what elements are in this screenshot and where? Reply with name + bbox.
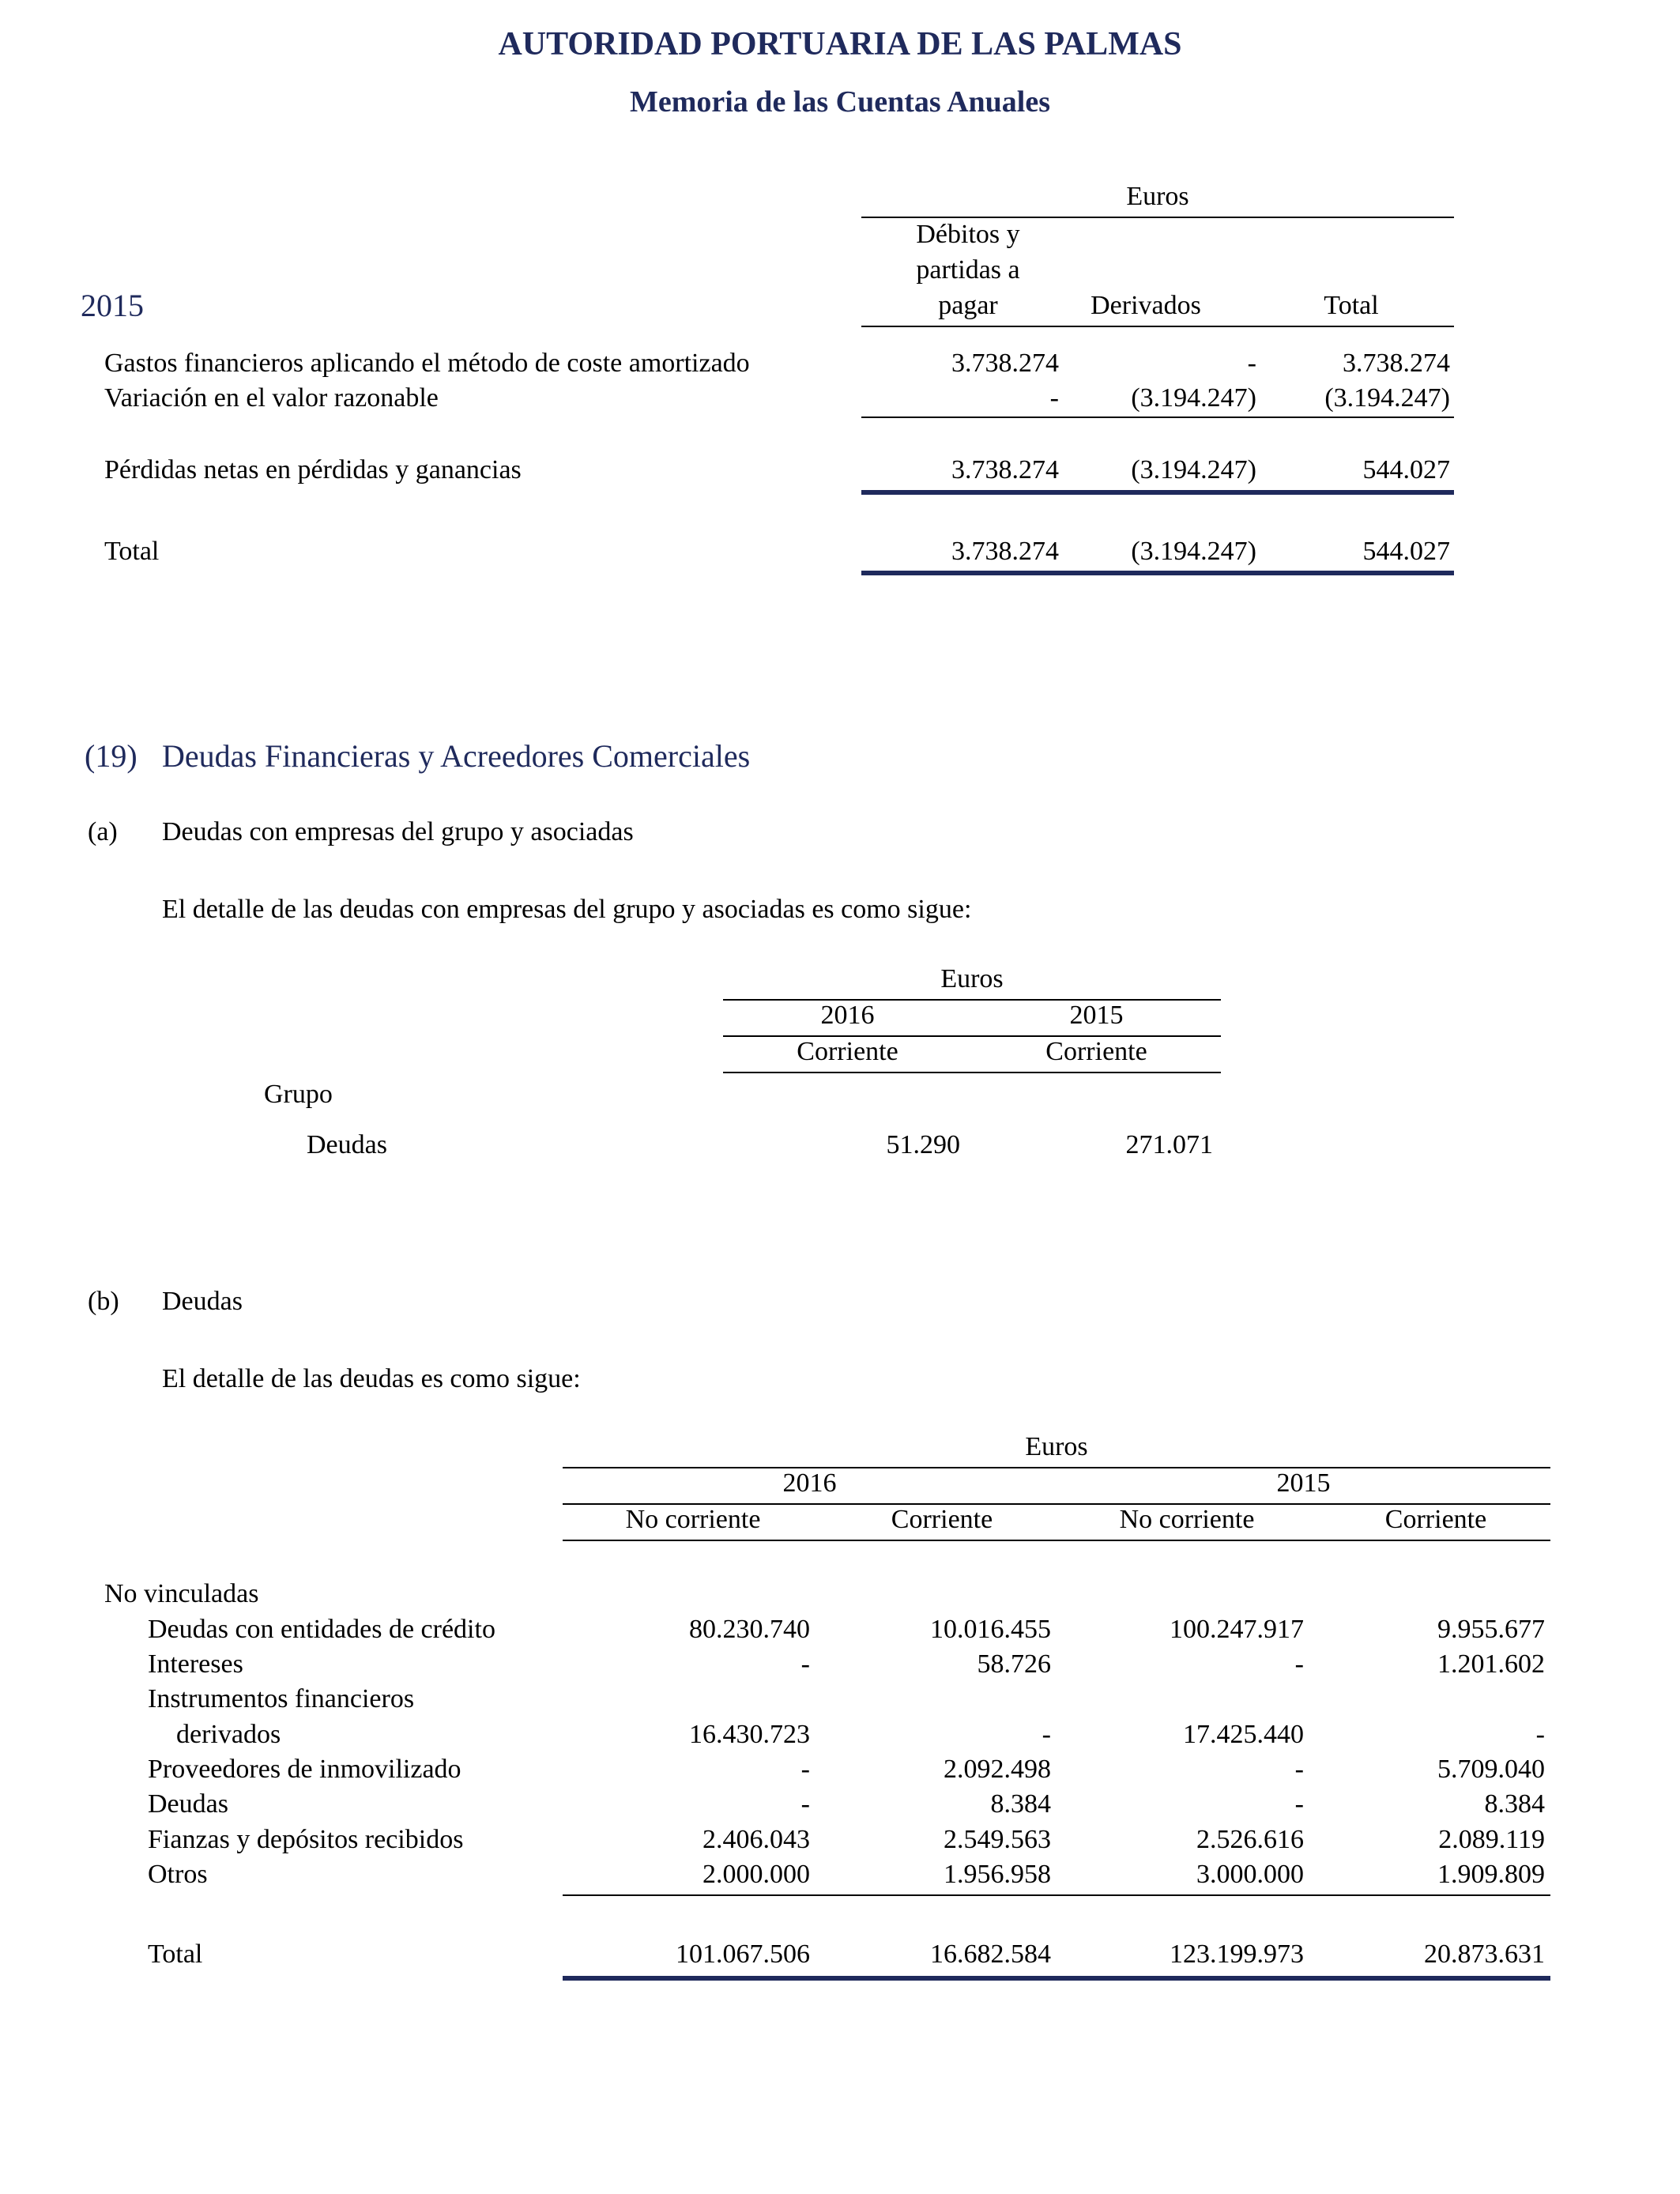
year-header: 2016 — [820, 1001, 875, 1030]
col-header-derivados: Derivados — [1090, 291, 1201, 320]
cell: 544.027 — [1362, 455, 1450, 484]
currency-header: Euros — [1025, 1432, 1088, 1461]
cell: 100.247.917 — [1170, 1615, 1304, 1644]
col-header: No corriente — [625, 1505, 761, 1534]
intro-paragraph: El detalle de las deudas es como sigue: — [162, 1364, 581, 1393]
cell: 544.027 — [1362, 537, 1450, 566]
cell: 51.290 — [886, 1130, 960, 1159]
cell: 16.430.723 — [689, 1720, 810, 1749]
row-label: Variación en el valor razonable — [104, 383, 439, 413]
cell: 8.384 — [990, 1789, 1051, 1819]
col-header: Corriente — [1384, 1505, 1487, 1534]
year-header: 2015 — [1069, 1001, 1124, 1030]
subsection-letter: (b) — [88, 1287, 119, 1316]
cell: 1.909.809 — [1437, 1860, 1545, 1889]
cell: - — [1535, 1720, 1545, 1749]
row-label: Deudas — [307, 1130, 387, 1159]
row-label: Deudas con entidades de crédito — [148, 1615, 495, 1644]
cell: (3.194.247) — [1131, 455, 1256, 484]
group-label: No vinculadas — [104, 1579, 259, 1608]
year-label: 2015 — [81, 288, 144, 323]
cell: 2.000.000 — [703, 1860, 810, 1889]
section-number: (19) — [85, 738, 137, 774]
col-header-debitos-3: pagar — [938, 291, 998, 320]
cell: - — [800, 1755, 810, 1784]
col-header-total: Total — [1324, 291, 1379, 320]
row-label: Intereses — [148, 1649, 243, 1679]
cell: 9.955.677 — [1437, 1615, 1545, 1644]
subsection-letter: (a) — [88, 817, 118, 846]
year-header: 2016 — [782, 1468, 837, 1498]
cell: 2.526.616 — [1196, 1825, 1304, 1854]
cell: (3.194.247) — [1131, 537, 1256, 566]
cell: - — [1042, 1720, 1051, 1749]
cell: 3.738.274 — [951, 537, 1059, 566]
row-label: Fianzas y depósitos recibidos — [148, 1825, 464, 1854]
cell: 3.738.274 — [951, 349, 1059, 378]
col-header-debitos-1: Débitos y — [916, 220, 1020, 249]
doc-subtitle: Memoria de las Cuentas Anuales — [630, 85, 1050, 119]
row-label: Pérdidas netas en pérdidas y ganancias — [104, 455, 522, 484]
cell: 16.682.584 — [930, 1940, 1051, 1969]
cell: - — [1294, 1789, 1304, 1819]
cell: 80.230.740 — [689, 1615, 810, 1644]
intro-paragraph: El detalle de las deudas con empresas del grupo y asociadas es como sigue: — [162, 895, 972, 924]
currency-header: Euros — [940, 964, 1004, 993]
col-header-debitos-2: partidas a — [916, 255, 1020, 285]
cell: 3.738.274 — [951, 455, 1059, 484]
subsection-title: Deudas — [162, 1287, 243, 1316]
cell: 1.956.958 — [944, 1860, 1051, 1889]
row-label: Total — [104, 537, 160, 566]
subsection-title: Deudas con empresas del grupo y asociadas — [162, 817, 634, 846]
cell: - — [1049, 383, 1059, 413]
cell: 3.000.000 — [1196, 1860, 1304, 1889]
cell: 20.873.631 — [1424, 1940, 1545, 1969]
cell: 8.384 — [1484, 1789, 1545, 1819]
col-header: Corriente — [797, 1037, 898, 1066]
row-label: Deudas — [148, 1789, 228, 1819]
cell: 3.738.274 — [1343, 349, 1450, 378]
currency-header: Euros — [1126, 182, 1189, 211]
cell: - — [800, 1649, 810, 1679]
row-label: Otros — [148, 1860, 208, 1889]
cell: 123.199.973 — [1170, 1940, 1304, 1969]
row-label: Instrumentos financieros — [148, 1684, 415, 1713]
org-title: AUTORIDAD PORTUARIA DE LAS PALMAS — [498, 26, 1182, 62]
cell: 58.726 — [977, 1649, 1051, 1679]
cell: 101.067.506 — [676, 1940, 810, 1969]
row-label: Gastos financieros aplicando el método de coste amortizado — [104, 349, 750, 378]
row-label: Proveedores de inmovilizado — [148, 1755, 461, 1784]
col-header: Corriente — [891, 1505, 993, 1534]
cell: - — [1294, 1755, 1304, 1784]
col-header: No corriente — [1119, 1505, 1255, 1534]
col-header: Corriente — [1045, 1037, 1147, 1066]
cell: 2.549.563 — [944, 1825, 1051, 1854]
cell: 17.425.440 — [1183, 1720, 1304, 1749]
cell: 2.092.498 — [944, 1755, 1051, 1784]
cell: 1.201.602 — [1437, 1649, 1545, 1679]
cell: - — [1294, 1649, 1304, 1679]
total-label: Total — [148, 1940, 203, 1969]
cell: 10.016.455 — [930, 1615, 1051, 1644]
cell: (3.194.247) — [1324, 383, 1450, 413]
cell: (3.194.247) — [1131, 383, 1256, 413]
cell: - — [1247, 349, 1256, 378]
group-label: Grupo — [264, 1080, 333, 1109]
cell: 5.709.040 — [1437, 1755, 1545, 1784]
row-label-continued: derivados — [176, 1720, 281, 1749]
cell: - — [800, 1789, 810, 1819]
cell: 2.089.119 — [1438, 1825, 1545, 1854]
section-title: Deudas Financieras y Acreedores Comerciales — [162, 738, 751, 774]
cell: 271.071 — [1125, 1130, 1213, 1159]
cell: 2.406.043 — [703, 1825, 810, 1854]
year-header: 2015 — [1276, 1468, 1331, 1498]
